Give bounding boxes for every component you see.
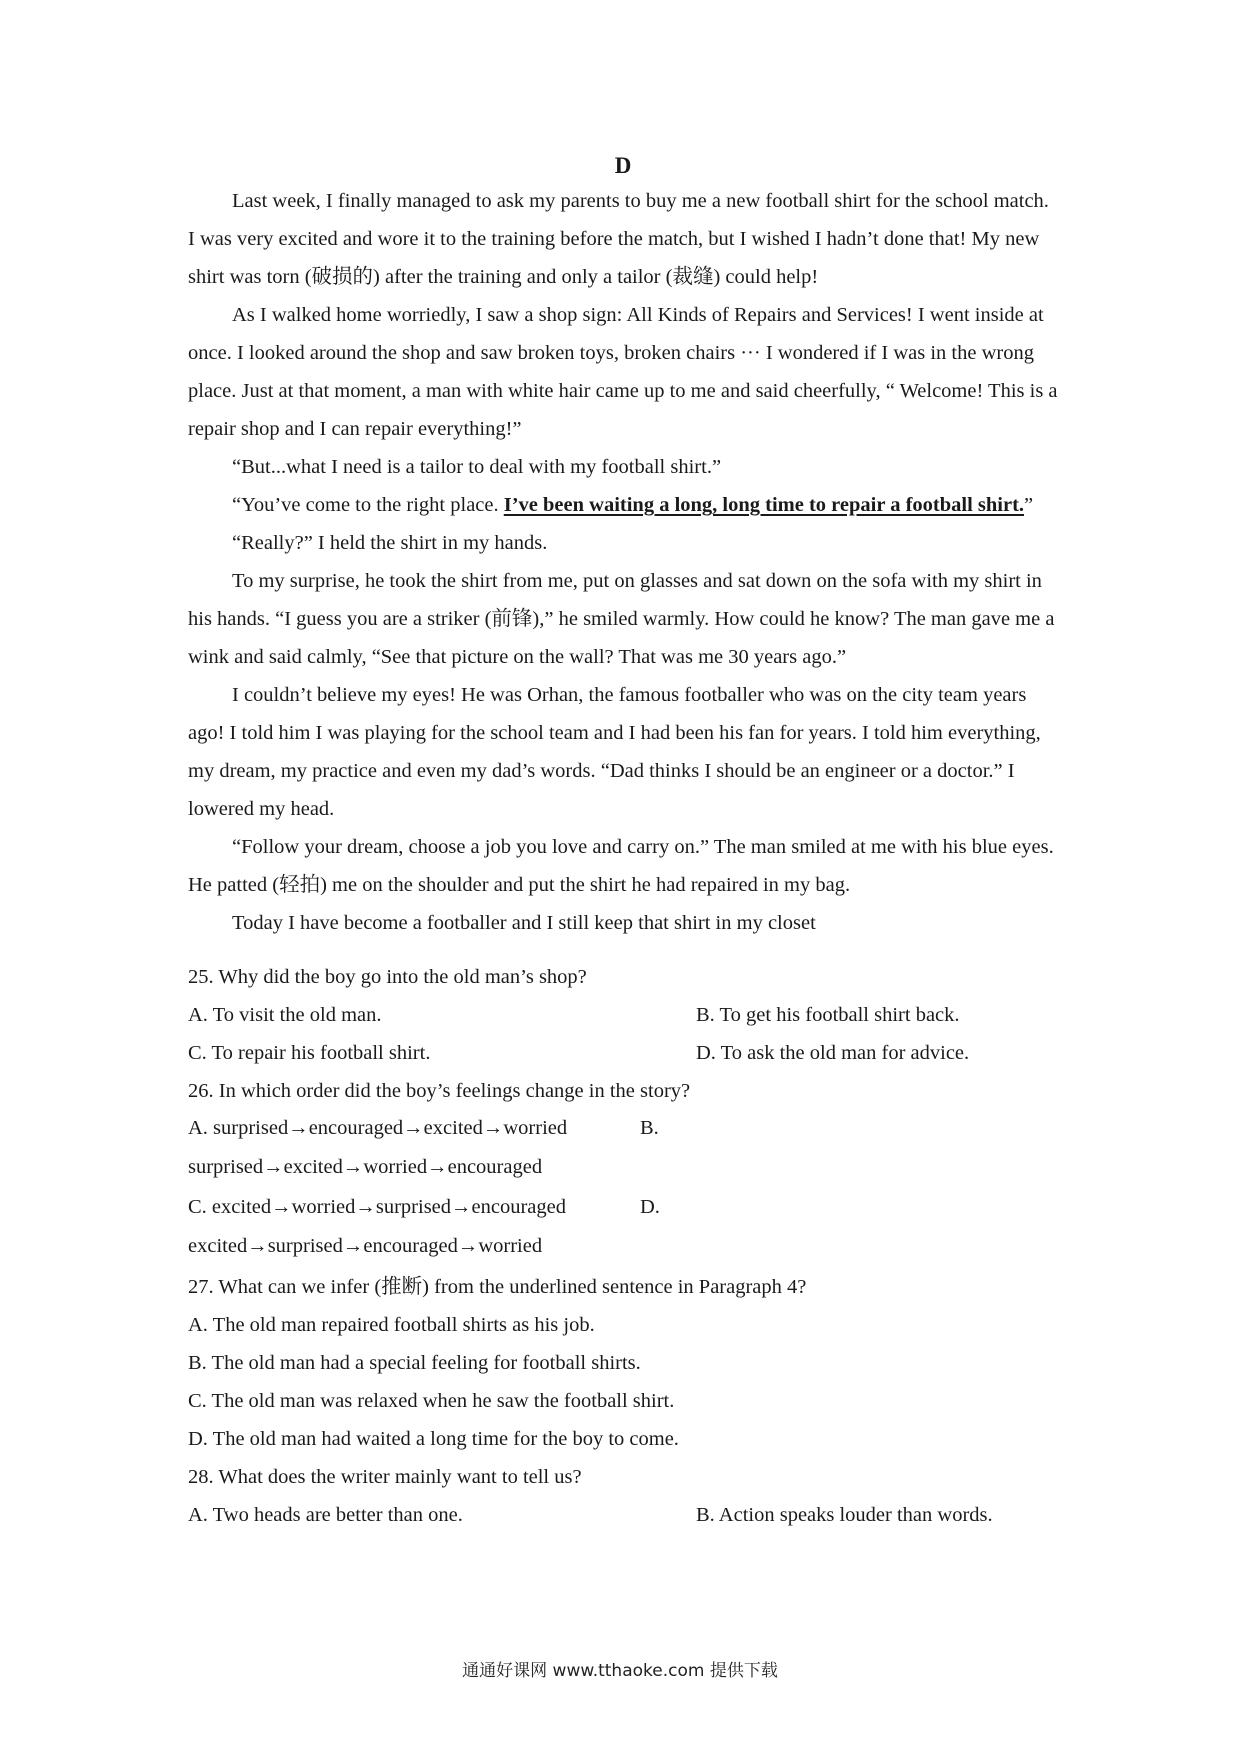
question-26-stem: 26. In which order did the boy’s feelings change in the story? (188, 1080, 691, 1102)
passage-paragraph-6: To my surprise, he took the shirt from me, put on glasses and sat down on the sofa with my shirt in his hands. “I guess you are a striker (前锋),” he smiled warmly. How could he know? The man gave me a wink and said calmly, “See that picture on the wall? That was me 30 years ago.” (188, 570, 1055, 668)
passage-paragraph-9: Today I have become a footballer and I still keep that shirt in my closet (232, 912, 816, 934)
passage-paragraph-8: “Follow your dream, choose a job you love and carry on.” The man smiled at me with his blue eyes. He patted (轻拍) me on the shoulder and put the shirt he had repaired in my bag. (188, 836, 1054, 896)
underlined-sentence: I’ve been waiting a long, long time to repair a football shirt. (503, 494, 1025, 516)
question-27-option-a: A. The old man repaired football shirts as his job. (188, 1314, 595, 1336)
question-28-option-a: A. Two heads are better than one. (188, 1504, 463, 1526)
section-heading: D (614, 153, 632, 178)
passage-paragraph-3: “But...what I need is a tailor to deal with my football shirt.” (232, 456, 722, 478)
question-25-options-row-1 (188, 996, 1058, 1034)
question-25-option-b: B. To get his football shirt back. (696, 1004, 960, 1026)
passage-paragraph-2: As I walked home worriedly, I saw a shop sign: All Kinds of Repairs and Services! I went inside at once. I looked around the shop and saw broken toys, broken chairs ··· I wondered if I was in the wrong place. Just at that moment, a man with white hair came up to me and said cheerfully, “ Welcome! This is a repair shop and I can repair everything!” (188, 304, 1058, 440)
question-26-option-b-letter: B. (640, 1117, 659, 1139)
question-25-option-a: A. To visit the old man. (188, 1004, 382, 1026)
question-26-option-c: C. excited→worried→surprised→encouraged (188, 1196, 566, 1218)
question-25-option-d: D. To ask the old man for advice. (696, 1042, 970, 1064)
passage-paragraph-1: Last week, I finally managed to ask my parents to buy me a new football shirt for the school match. I was very excited and wore it to the training before the match, but I wished I hadn’t done that! My new shirt was torn (破损的) after the training and only a tailor (裁缝) could help! (188, 190, 1049, 288)
question-27-option-d: D. The old man had waited a long time for the boy to come. (188, 1428, 679, 1450)
question-25-options-row-2 (188, 1034, 1058, 1072)
question-26-options-row-1 (188, 1110, 1058, 1146)
question-28-stem: 28. What does the writer mainly want to tell us? (188, 1466, 582, 1488)
question-26-option-d-text: excited→surprised→encouraged→worried (188, 1235, 543, 1257)
question-28-options-row-1 (188, 1496, 1058, 1534)
page-footer: 通通好课网 www.tthaoke.com 提供下载 (462, 1661, 778, 1681)
passage-paragraph-7: I couldn’t believe my eyes! He was Orhan, the famous footballer who was on the city team years ago! I told him I was playing for the school team and I had been his fan for years. I told him everything, my dream, my practice and even my dad’s words. “Dad thinks I should be an engineer or a doctor.” I lowered my head. (188, 684, 1041, 820)
document-page (188, 150, 1058, 1534)
question-26-option-d-letter: D. (640, 1196, 660, 1218)
question-25-stem: 25. Why did the boy go into the old man’s shop? (188, 966, 587, 988)
paragraph-4-lead: “You’ve come to the right place. (232, 494, 504, 516)
question-28-option-b: B. Action speaks louder than words. (696, 1504, 993, 1526)
question-27-option-c: C. The old man was relaxed when he saw the football shirt. (188, 1390, 675, 1412)
question-26-option-b-text: surprised→excited→worried→encouraged (188, 1156, 543, 1178)
question-27-option-b: B. The old man had a special feeling for football shirts. (188, 1352, 641, 1374)
question-27-stem: 27. What can we infer (推断) from the underlined sentence in Paragraph 4? (188, 1276, 807, 1298)
passage-paragraph-5: “Really?” I held the shirt in my hands. (232, 532, 548, 554)
reading-passage (188, 182, 1058, 942)
question-list (188, 958, 1058, 1534)
paragraph-4-close-quote: ” (1024, 494, 1034, 516)
question-26-options-row-2 (188, 1189, 1058, 1225)
passage-paragraph-4 (188, 486, 1058, 524)
question-25-option-c: C. To repair his football shirt. (188, 1042, 431, 1064)
question-26-option-a: A. surprised→encouraged→excited→worried (188, 1117, 568, 1139)
